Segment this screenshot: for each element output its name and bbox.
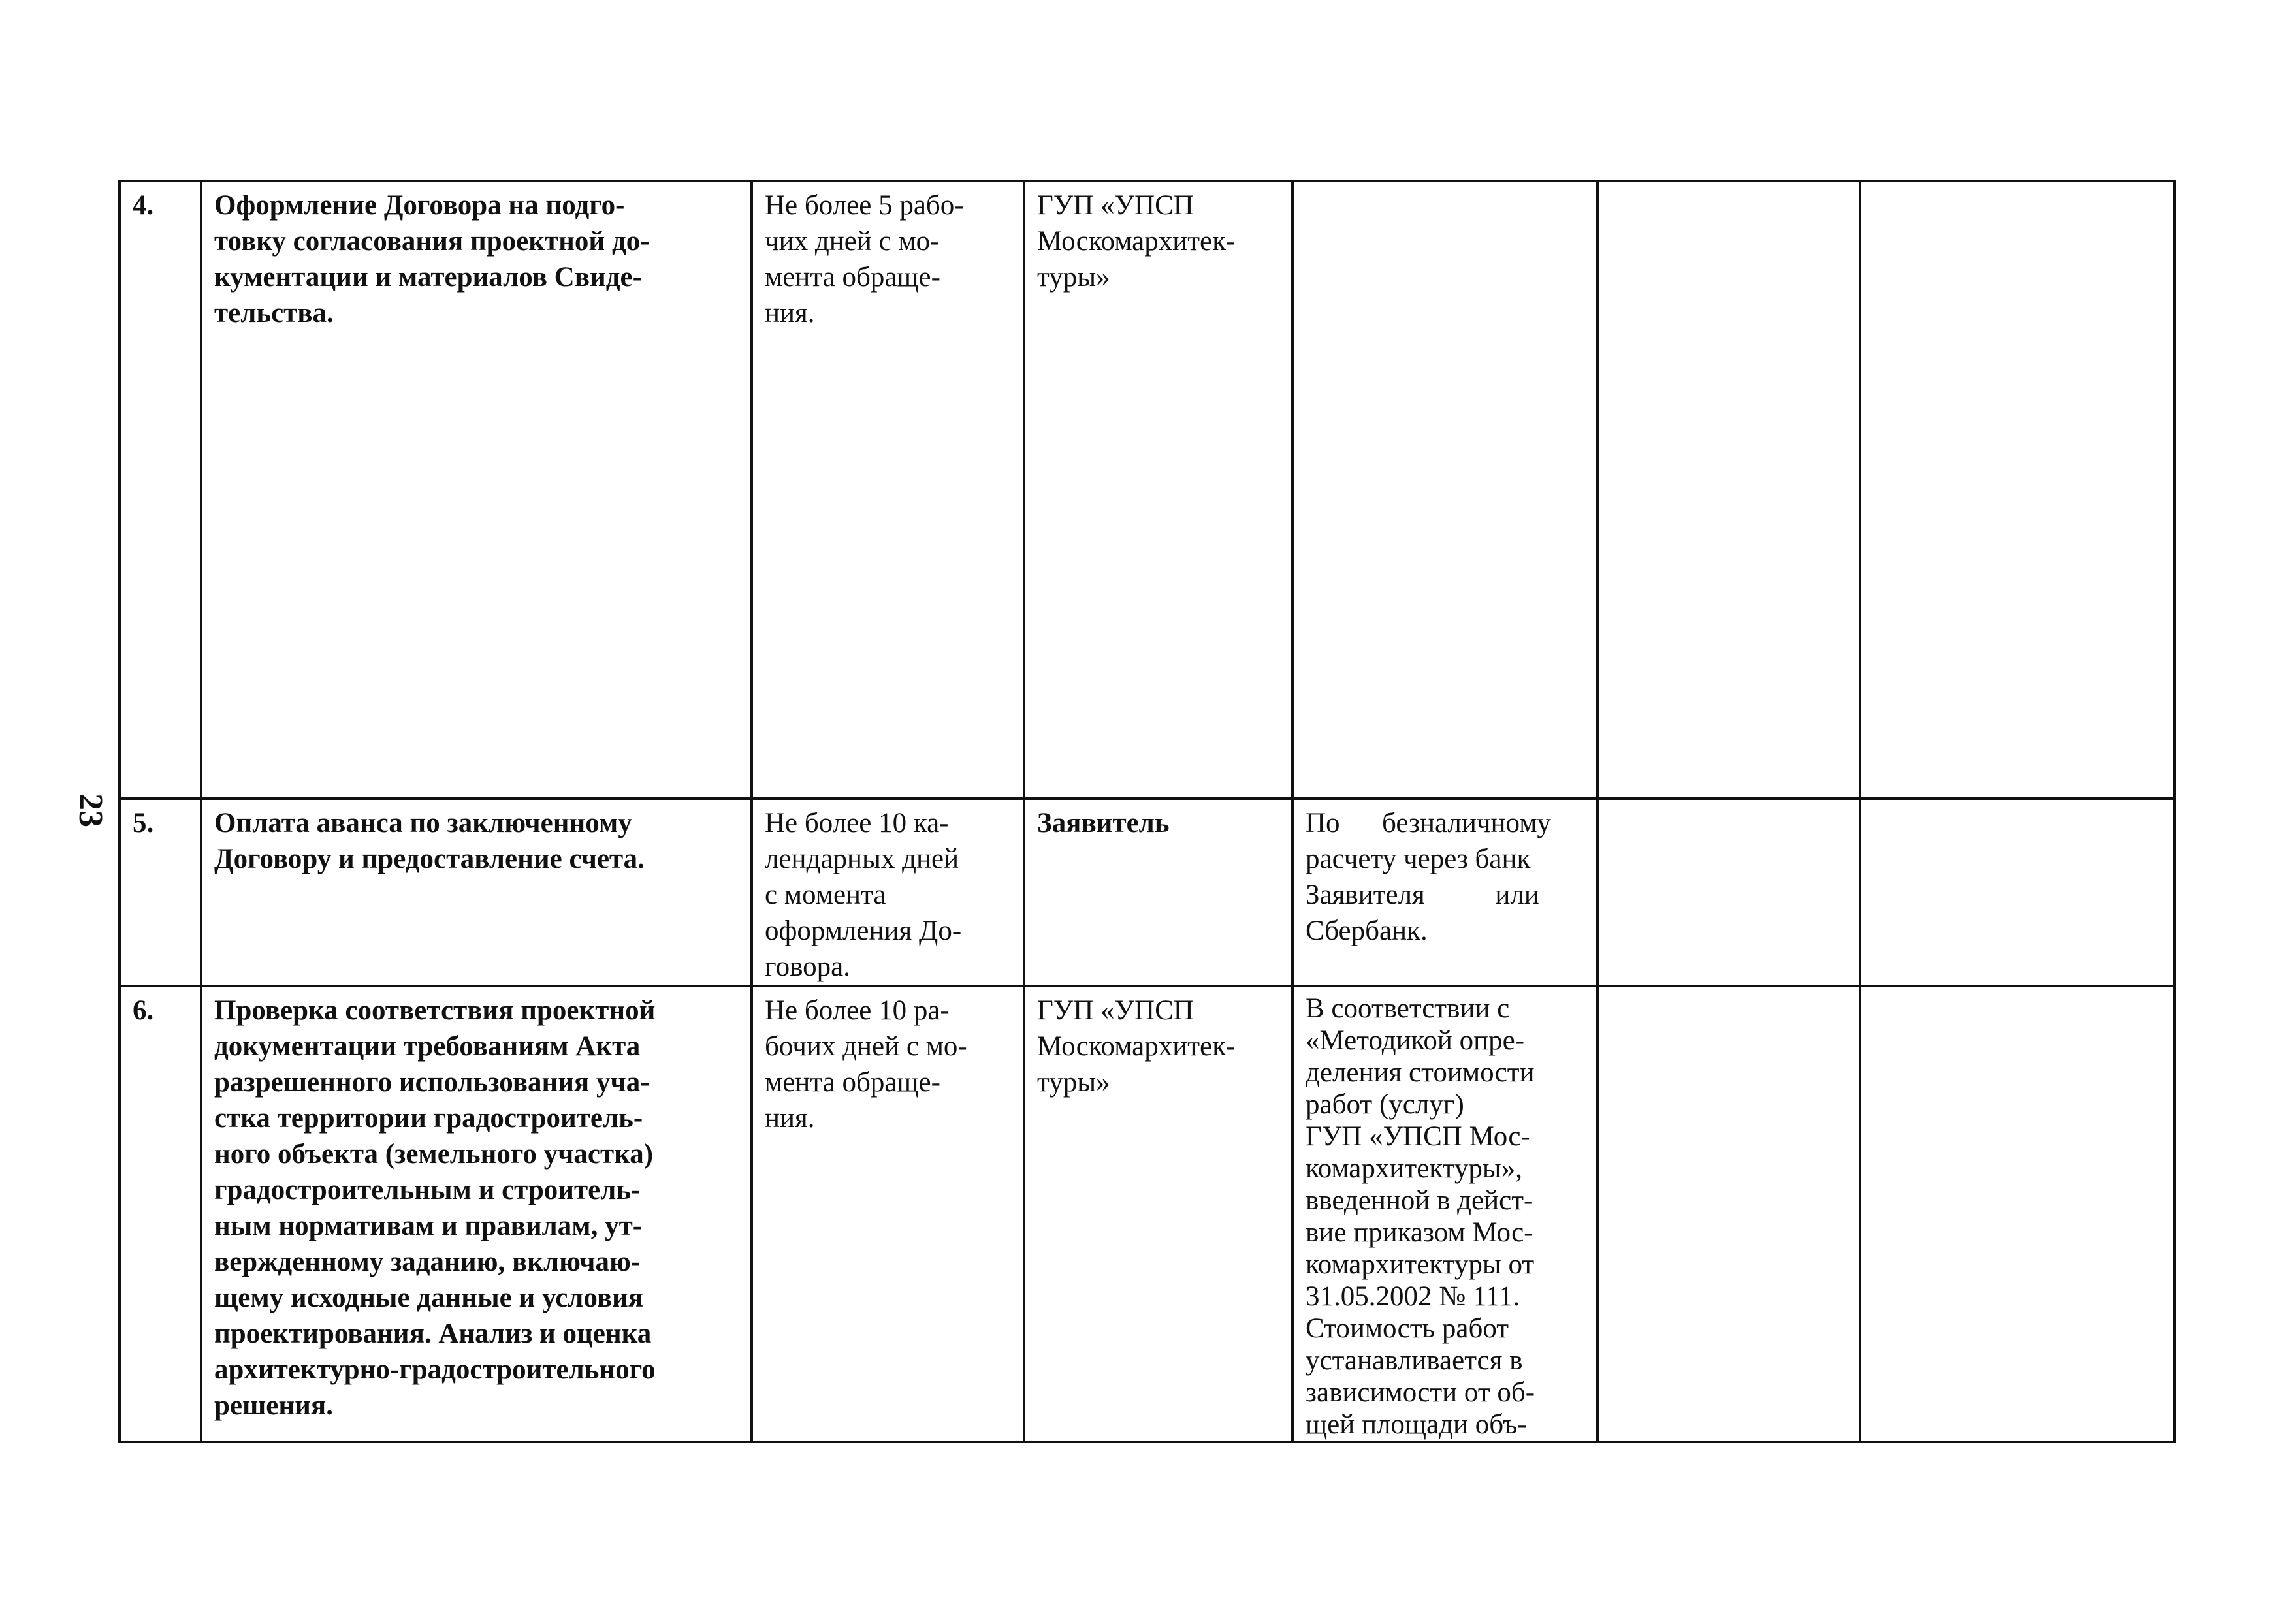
- row-number-cell: 5.: [120, 799, 201, 986]
- payment-cell: [1292, 181, 1597, 799]
- payment-text: В соответствии с «Методикой опре- деления стоимости работ (услуг) ГУП «УПСП Мос- комархитектуры», введенной в дейст- вие приказом Мос- комархитектуры от 31.05.2002 № 111. Стоимость работ устанавливается в зависимости от об- щей площади объ-: [1306, 993, 1535, 1440]
- empty-cell: [1860, 986, 2175, 1442]
- description-cell: [201, 181, 752, 799]
- page-number: 23: [72, 793, 109, 827]
- description-cell: [201, 986, 752, 1442]
- description-text: Оформление Договора на подго- товку согласования проектной до- кументации и материалов Свиде- тельства.: [214, 190, 650, 328]
- responsible-cell: [1024, 986, 1292, 1442]
- table-row: [120, 986, 2175, 1442]
- row-number-cell: 4.: [120, 181, 201, 799]
- payment-text: По безналичному расчету через банк Заявителя или Сбербанк.: [1306, 808, 1551, 946]
- term-text: Не более 5 рабо- чих дней с мо- мента обраще- ния.: [765, 190, 964, 328]
- responsible-text: ГУП «УПСП Москомархитек- туры»: [1037, 190, 1236, 293]
- responsible-text: Заявитель: [1037, 808, 1170, 838]
- description-cell: [201, 799, 752, 986]
- term-cell: [752, 181, 1024, 799]
- empty-cell: [1860, 181, 2175, 799]
- term-text: Не более 10 ра- бочих дней с мо- мента обраще- ния.: [765, 995, 967, 1134]
- term-cell: [752, 799, 1024, 986]
- term-cell: [752, 986, 1024, 1442]
- empty-cell: [1597, 181, 1860, 799]
- table-row: [120, 181, 2175, 799]
- description-text: Проверка соответствия проектной документации требованиям Акта разрешенного использования уча- стка территории градостроитель- ного объекта (земельного участка) градостроительным и строитель- ным нормативам и правилам, ут- вержденному заданию, включаю- щему исходные данные и условия проектирования. Анализ и оценка архитектурно-градостроительного решения.: [214, 995, 656, 1421]
- responsible-cell: [1024, 181, 1292, 799]
- empty-cell: [1597, 799, 1860, 986]
- payment-cell: [1292, 799, 1597, 986]
- empty-cell: [1597, 986, 1860, 1442]
- procedure-table: [118, 180, 2176, 1443]
- responsible-text: ГУП «УПСП Москомархитек- туры»: [1037, 995, 1236, 1098]
- description-text: Оплата аванса по заключенному Договору и предоставление счета.: [214, 808, 645, 874]
- table-row: [120, 799, 2175, 986]
- responsible-cell: [1024, 799, 1292, 986]
- row-number-cell: 6.: [120, 986, 201, 1442]
- term-text: Не более 10 ка- лендарных дней с момента оформления До- говора.: [765, 808, 962, 982]
- empty-cell: [1860, 799, 2175, 986]
- payment-cell: [1292, 986, 1597, 1442]
